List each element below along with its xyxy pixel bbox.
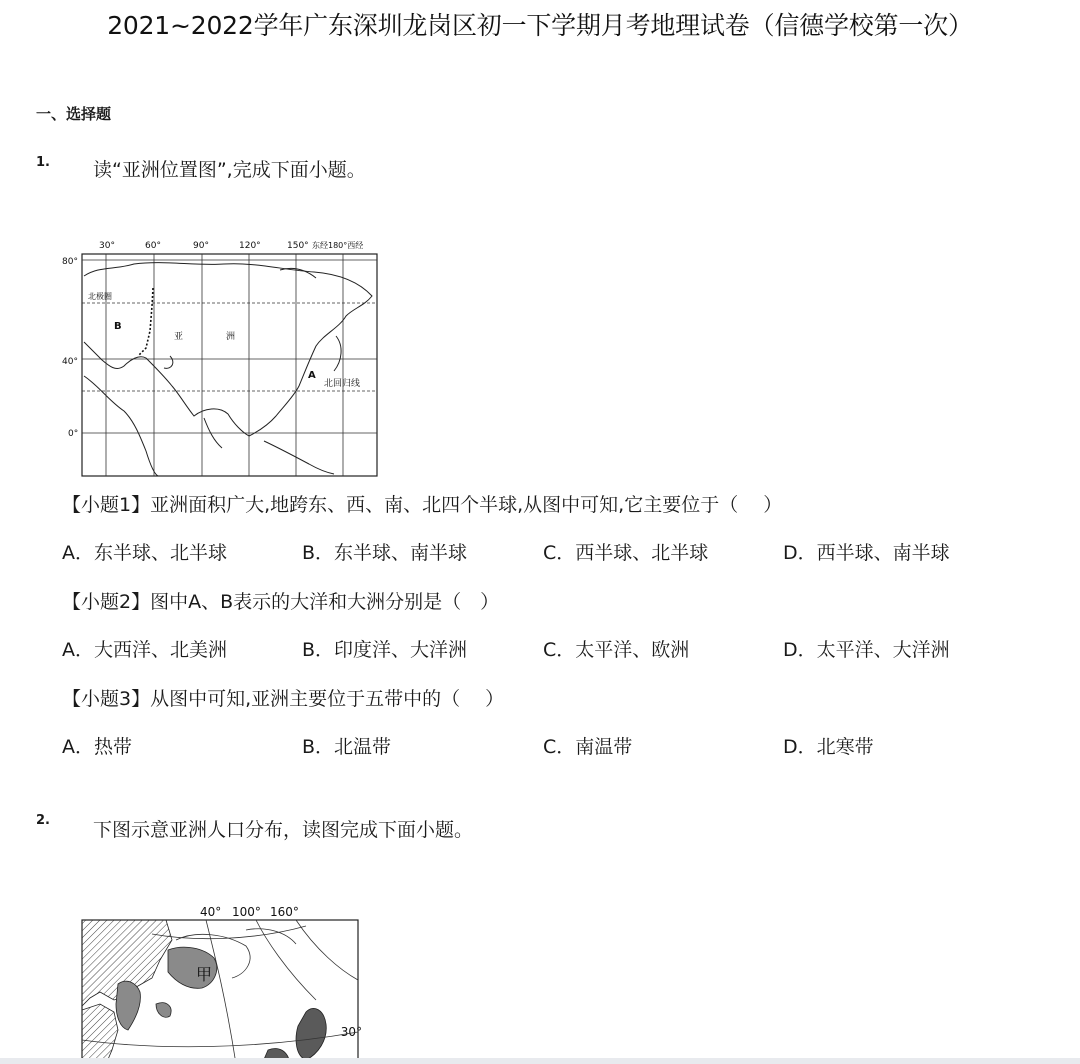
question-number: 2.: [36, 813, 50, 828]
lon-label: 100°: [232, 905, 261, 919]
option: B．东半球、南半球: [302, 542, 468, 564]
asia-population-map: [56, 900, 366, 1064]
lon-label: 120°: [239, 241, 261, 251]
label-b: B: [114, 321, 122, 332]
lat-label: 80°: [62, 257, 78, 267]
option: A．东半球、北半球: [62, 542, 227, 564]
page-bottom-edge: [0, 1058, 1080, 1064]
sub-question-stem: 【小题3】从图中可知,亚洲主要位于五带中的（ ）: [62, 688, 505, 710]
option: D．北寒带: [783, 736, 874, 758]
option: B．北温带: [302, 736, 392, 758]
tropic-label: 北回归线: [324, 379, 361, 389]
option: C．南温带: [543, 736, 633, 758]
question-number: 1.: [36, 155, 50, 170]
lon-label: 160°: [270, 905, 299, 919]
lon-label: 东经180°西经: [312, 241, 364, 250]
option: A．热带: [62, 736, 132, 758]
arctic-circle-label: 北极圈: [88, 292, 112, 301]
option: C．太平洋、欧洲: [543, 639, 690, 661]
sub-question-stem: 【小题2】图中A、B表示的大洋和大洲分别是（ ）: [62, 591, 500, 613]
label-a: A: [308, 370, 316, 381]
lon-label: 30°: [99, 241, 115, 251]
option: B．印度洋、大洋洲: [302, 639, 468, 661]
lon-label: 90°: [193, 241, 209, 251]
sub-question-stem: 【小题1】亚洲面积广大,地跨东、西、南、北四个半球,从图中可知,它主要位于（ ）: [62, 494, 783, 516]
region-label-jia: 甲: [196, 965, 213, 984]
lon-label: 150°: [287, 241, 309, 251]
lon-label: 60°: [145, 241, 161, 251]
page-title: 2021~2022学年广东深圳龙岗区初一下学期月考地理试卷（信德学校第一次）: [107, 11, 973, 40]
asia-position-map: [54, 236, 384, 480]
lat-label: 0°: [68, 429, 79, 439]
lon-label: 40°: [200, 905, 222, 919]
question-text: 读“亚洲位置图”,完成下面小题。: [93, 159, 366, 181]
question-text: 下图示意亚洲人口分布，读图完成下面小题。: [93, 819, 474, 841]
lat-label: 30°: [340, 1025, 362, 1039]
lat-label: 40°: [62, 357, 78, 367]
asia-label: 洲: [226, 332, 236, 342]
option: D．太平洋、大洋洲: [783, 639, 950, 661]
option: A．大西洋、北美洲: [62, 639, 227, 661]
section-heading: 一、选择题: [36, 105, 112, 123]
asia-label: 亚: [174, 332, 184, 342]
option: C．西半球、北半球: [543, 542, 709, 564]
option: D．西半球、南半球: [783, 542, 950, 564]
